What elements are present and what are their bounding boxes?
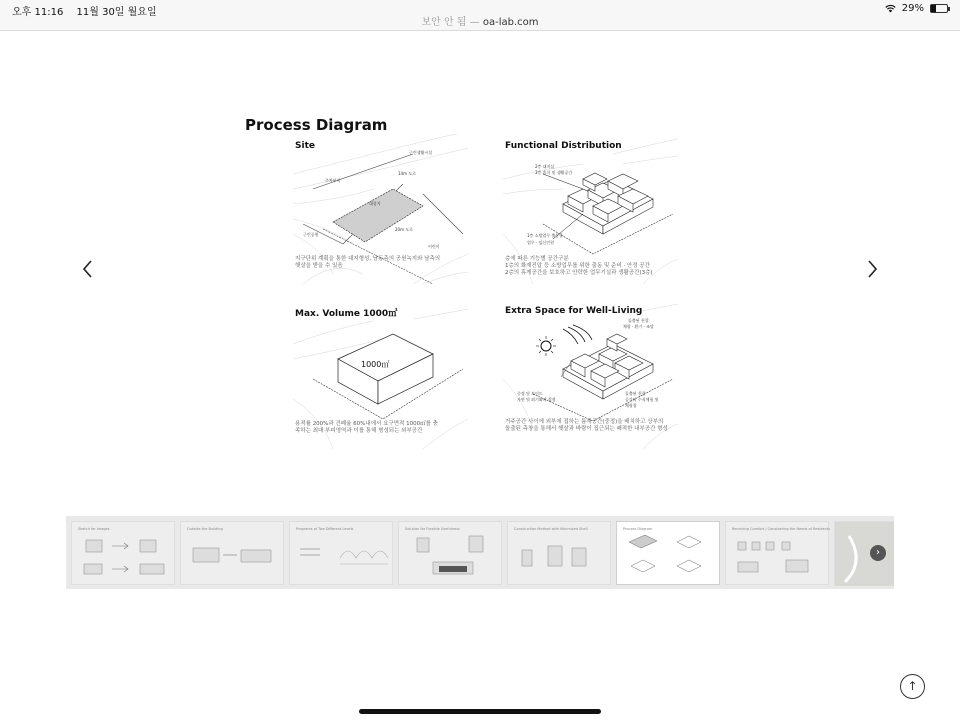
panel-extra-space [503,299,678,449]
thumbnail-label: Solution for Flexible Usefulness [405,527,460,531]
chevron-right-icon: › [876,547,880,558]
thumbnail-2[interactable] [180,521,284,585]
thumbnail-5[interactable] [507,521,611,585]
panel-title: Site [295,141,315,151]
site-label: 14m 도로 [398,171,416,176]
thumbnail-art [399,522,503,586]
chevron-right-icon [862,258,882,280]
caption-line: 층에 따른 기능별 공간구분 [505,256,569,262]
extra-label: 공간의 수직체험 및 [625,397,659,402]
slide-title: Process Diagram [245,116,388,134]
site-label: 어린이 [428,244,440,249]
thumbnail-art [508,522,612,586]
thumbnail-strip [66,516,894,589]
thumbnail-label: Programs of Two Different Levels [296,527,354,531]
battery-percent: 29% [901,3,924,14]
battery-fill [931,5,936,12]
battery-icon [930,4,948,13]
panel-site [293,134,468,284]
thumbnail-art [72,522,176,586]
thumbnail-label: Process Diagram [623,527,653,531]
panel-caption [505,256,681,277]
function-label: 업무 · 임신인원 [527,240,554,245]
url-domain: oa-lab.com [482,17,539,28]
function-label: 2층 대지실 [535,164,555,169]
toolbar-divider [0,30,960,31]
panel-title: Functional Distribution [505,141,622,151]
thumbnail-art [617,522,721,586]
prev-slide-button[interactable] [78,258,98,280]
site-label: 20m 도로 [395,227,413,232]
caption-line: 돌출된 측창을 통해서 햇살과 바람이 집근되는 쾌적한 내부공간 형성 [505,426,668,432]
caption-line: 1층의 화재진압 등 소방업무를 위한 출동 및 준비 · 안정 공간 [505,263,650,269]
thumbnail-6[interactable] [616,521,720,585]
thumbnail-3[interactable] [289,521,393,585]
thumbnail-art [726,522,830,586]
status-date: 11월 30일 월요일 [76,7,157,18]
thumbnail-4[interactable] [398,521,502,585]
site-label: 근린생활시설 [409,150,433,155]
thumbnail-label: Outside the Building [187,527,223,531]
panel-title: Extra Space for Well-Living [505,306,643,316]
thumbnail-label: Sketch for Images [78,527,110,531]
thumbnail-next-button[interactable] [870,545,886,561]
extra-label: 돌출된 천창 [625,391,646,396]
security-label: 보안 안 됨 [421,17,467,28]
caption-line: 거주공간 사이에 외부에 접하는 틈새공간(중정)을 배치하고 상부의 [505,419,664,425]
volume-label: 1000㎡ [361,360,390,369]
url-bar[interactable] [0,13,960,28]
caption-line: 햇살을 받을 수 있음 [295,263,343,269]
caption-line: 족하는 최대 부피영역과 이를 통해 형성되는 외부공간 [295,428,423,434]
status-time: 오후 11:16 [12,7,64,18]
caption-line: 2층의 휴게공간을 보호하고 안락한 업무기실과 생활공간(3층) [505,270,653,276]
home-indicator[interactable] [359,709,601,714]
wifi-icon [885,4,896,13]
status-bar [0,0,960,30]
next-slide-button[interactable] [862,258,882,280]
chevron-left-icon [78,258,98,280]
arrow-up-icon: ↑ [907,679,918,693]
thumbnail-7[interactable] [725,521,829,585]
thumbnail-1[interactable] [71,521,175,585]
panel-caption [295,256,471,270]
extra-label: 채광 · 환기 · 조망 [623,324,654,329]
extra-label: 자연 및 외기와의 접점 [517,397,556,402]
thumbnail-art [181,522,285,586]
caption-line: 지구단위 계획을 통한 대지형성, 남동측의 공원녹지와 남측의 [295,256,441,262]
extra-label: 채광창 [625,403,637,408]
function-label: 1층 소방업무 출동홀 [527,233,563,238]
panel-caption [505,419,681,433]
extra-label: 돌출된 천창 [628,318,649,323]
site-label: 대상지 [369,201,381,206]
thumbnail-label: Receiving Comfort / Considering the Needs of Residents [732,527,831,531]
extra-label: 중정 및 보이드 [517,391,543,396]
thumbnail-label: Construction Method with Minimized Shell [514,527,588,531]
url-separator: — [469,17,480,28]
scroll-to-top-button[interactable] [900,674,925,699]
panel-functional-distribution [503,134,678,284]
panel-caption [295,421,471,435]
caption-line: 용적률 200%과 건폐율 60%내에서 요구면적 1000㎡를 충 [295,421,438,427]
site-label: 주차부지 [325,178,341,183]
site-label: 근린공원 [303,232,319,237]
function-label: 3층 휴식 및 생활공간 [535,170,573,175]
thumbnail-art [290,522,394,586]
panel-max-volume [293,299,468,449]
panel-title: Max. Volume 1000㎡ [295,309,398,319]
